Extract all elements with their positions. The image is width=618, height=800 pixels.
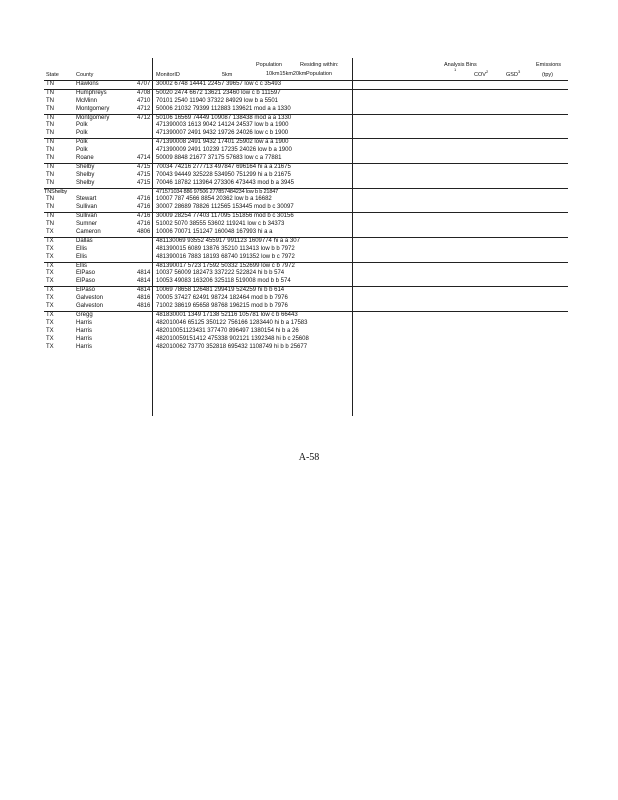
table-row [44, 320, 568, 328]
table-row [44, 147, 568, 155]
cell-state: TN [46, 114, 54, 121]
cell-county: Polk [76, 147, 88, 154]
cell-state: TX [46, 303, 54, 310]
cell-state: TX [46, 253, 54, 260]
table-row [44, 303, 568, 311]
cell-county: Montgomery [76, 114, 110, 121]
cell-data: 30002 6748 14441 22457 39657 low c c 35493 [156, 81, 282, 87]
cell-county: Ellis [76, 262, 88, 269]
header-sup-3: 3 [518, 69, 521, 74]
cell-moni: 4714 [137, 155, 151, 162]
cell-county: ElPaso [76, 278, 96, 285]
cell-moni: 4707 [137, 81, 151, 87]
cell-moni: 4716 [137, 196, 151, 203]
cell-state: TX [46, 335, 54, 342]
cell-county: Hawkins [76, 81, 99, 87]
table-row [44, 254, 568, 262]
cell-state: TN [46, 147, 54, 154]
cell-moni: 4814 [137, 270, 151, 277]
table-row [44, 278, 568, 286]
cell-moni: 4710 [137, 97, 151, 104]
cell-county: Sullivan [76, 204, 98, 211]
cell-data: 481390015 6089 13876 35210 113413 low b b 7972 [156, 245, 295, 252]
cell-data: 70005 37427 62491 98724 182464 mod b b 7976 [156, 295, 288, 302]
cell-moni: 4716 [137, 213, 151, 220]
cell-moni: 4814 [137, 287, 151, 294]
table-row [44, 130, 568, 138]
cell-moni: 4816 [137, 295, 151, 302]
cell-county: Shelby [76, 179, 95, 186]
table-row [44, 246, 568, 254]
cell-data: 471390003 1613 9042 14124 24537 low b a 1900 [156, 122, 289, 129]
cell-county: Cameron [76, 229, 101, 236]
table-row [44, 188, 568, 197]
cell-data: 51002 5070 38555 53602 119241 low c b 34373 [156, 221, 285, 228]
table-row [44, 180, 568, 188]
cell-state: TNShelby [44, 188, 67, 195]
cell-moni: 4715 [137, 179, 151, 186]
cell-moni: 4715 [137, 171, 151, 178]
table-header [44, 58, 568, 81]
cell-state: TN [46, 89, 54, 96]
header-county: County [76, 72, 94, 78]
table-row [44, 172, 568, 180]
cell-data: 71002 38619 65658 98768 196215 mod b b 7976 [156, 303, 288, 310]
cell-county: Sullivan [76, 213, 98, 220]
table-row [44, 106, 568, 114]
table-row [44, 204, 568, 212]
cell-moni: 4716 [137, 204, 151, 211]
cell-county: Harris [76, 319, 92, 326]
cell-state: TN [46, 163, 54, 170]
cell-data: 481390017 5723 17592 50332 152699 low c b 7972 [156, 262, 295, 269]
cell-data: 50009 8848 21677 37175 57683 low c a 77881 [156, 155, 282, 162]
cell-state: TX [46, 237, 54, 244]
cell-moni: 4816 [137, 303, 151, 310]
cell-state: TN [46, 122, 54, 129]
cell-state: TN [46, 105, 54, 112]
table-row [44, 237, 568, 246]
cell-state: TN [46, 155, 54, 162]
cell-county: Gregg [76, 311, 93, 318]
cell-county: Harris [76, 343, 92, 350]
cell-data: 70043 94449 325228 534950 751299 hi a b 21675 [156, 171, 291, 178]
cell-county: McMinn [76, 97, 98, 104]
cell-state: TX [46, 278, 54, 285]
table-row [44, 295, 568, 303]
cell-state: TX [46, 270, 54, 277]
cell-state: TX [46, 245, 54, 252]
header-monitor-id: MonitorID [156, 72, 180, 78]
cell-county: Sumner [76, 221, 98, 228]
table-row [44, 81, 568, 89]
table-row [44, 229, 568, 237]
table-row [44, 212, 568, 221]
cell-state: TX [46, 295, 54, 302]
cell-county: Polk [76, 139, 88, 146]
cell-data: 70046 18782 113964 273306 473443 mod b a 3945 [156, 179, 295, 186]
table-row [44, 122, 568, 130]
table-row [44, 155, 568, 163]
monitor-table [44, 58, 568, 351]
cell-data: 70034 74216 277713 497847 696164 hi a a 21675 [156, 163, 291, 170]
cell-county: Polk [76, 130, 88, 137]
cell-county: Polk [76, 122, 88, 129]
cell-data: 471390007 2491 9432 19726 24026 low c b 1900 [156, 130, 289, 137]
table-body [44, 81, 568, 351]
cell-state: TN [46, 196, 54, 203]
table-row [44, 138, 568, 147]
cell-moni: 4716 [137, 221, 151, 228]
cell-county: Montgomery [76, 105, 110, 112]
cell-moni: 4712 [137, 105, 151, 112]
cell-moni: 4814 [137, 278, 151, 285]
table-row [44, 98, 568, 106]
table-row [44, 311, 568, 320]
cell-state: TX [46, 327, 54, 334]
header-sup-2: 2 [486, 69, 489, 74]
cell-moni: 4806 [137, 229, 151, 236]
table-row [44, 262, 568, 271]
table-row [44, 89, 568, 98]
cell-data: 30007 28689 78826 112565 153445 mod b c 30097 [156, 204, 294, 211]
table-row [44, 270, 568, 278]
header-tpy: (tpy) [542, 72, 553, 78]
cell-data: 481390016 7883 18193 68740 191352 low b c 7972 [156, 253, 295, 260]
cell-county: Ellis [76, 253, 88, 260]
cell-county: ElPaso [76, 287, 96, 294]
cell-state: TX [46, 262, 54, 269]
header-5km: 5km [222, 72, 233, 78]
table-row [44, 286, 568, 295]
table-row [44, 328, 568, 336]
cell-data: 50006 21032 79399 112883 139621 mod a a 1330 [156, 105, 291, 112]
header-state: State [46, 72, 59, 78]
cell-state: TX [46, 311, 54, 318]
cell-state: TX [46, 287, 54, 294]
cell-data: 10037 56009 182473 337222 522824 hi b b 574 [156, 270, 285, 277]
table-row [44, 336, 568, 344]
cell-state: TX [46, 319, 54, 326]
header-emissions: Emissions [536, 62, 562, 68]
table-row [44, 196, 568, 204]
cell-data: 482010059151412 475338 902121 1392348 hi b c 25608 [156, 335, 309, 342]
cell-state: TX [46, 343, 54, 350]
header-population: Population [256, 62, 282, 68]
cell-state: TN [46, 81, 54, 87]
cell-state: TN [46, 171, 54, 178]
table-row [44, 221, 568, 229]
cell-data: 471571034 886 97506 277857484234 low b b 21847 [156, 188, 279, 195]
cell-data: 30009 28254 77403 117095 151856 mod b c 30156 [156, 213, 294, 220]
cell-county: Dallas [76, 237, 93, 244]
cell-data: 471390008 2491 9432 17401 25902 low a a 1900 [156, 139, 289, 146]
header-population-col: Population [306, 71, 332, 77]
cell-state: TX [46, 229, 54, 236]
cell-state: TN [46, 213, 54, 220]
header-analysis-bins: Analysis Bins [444, 62, 477, 68]
cell-data: 50020 2474 6672 13621 23460 low c b 111597 [156, 89, 281, 96]
cell-county: ElPaso [76, 270, 96, 277]
table-row [44, 114, 568, 123]
header-10-15-20km: 10km15km20km [266, 71, 307, 77]
cell-data: 10053 49083 163206 325118 519008 mod b b 574 [156, 278, 291, 285]
cell-state: TN [46, 139, 54, 146]
cell-data: 481830001 1349 17138 52116 105781 low c b 66443 [156, 311, 298, 318]
cell-state: TN [46, 179, 54, 186]
cell-state: TN [46, 221, 54, 228]
cell-data: 70101 2540 11940 37322 84929 low b a 5501 [156, 97, 279, 104]
cell-county: Shelby [76, 171, 95, 178]
cell-county: Ellis [76, 245, 88, 252]
header-residing-within: Residing within: [300, 62, 339, 68]
cell-data: 481130069 93552 455917 991123 1609774 hi a a 307 [156, 237, 300, 244]
cell-state: TN [46, 97, 54, 104]
cell-data: 471390009 2491 10239 17235 24026 low b a 1900 [156, 147, 292, 154]
cell-county: Galveston [76, 303, 104, 310]
cell-data: 10006 70071 151247 160048 167993 hi a a [156, 229, 273, 236]
cell-data: 482010046 65125 350122 756166 1283440 hi b a 17583 [156, 319, 308, 326]
cell-data: 482010062 73770 352818 695432 1108749 hi b b 25677 [156, 343, 308, 350]
cell-county: Humphreys [76, 89, 107, 96]
header-gsd: GSD [506, 72, 518, 78]
cell-county: Harris [76, 327, 92, 334]
cell-data: 10069 78658 126481 299419 524259 hi b b 614 [156, 287, 285, 294]
cell-data: 482010051123431 377470 896497 1380154 hi b a 26 [156, 327, 299, 334]
cell-state: TN [46, 204, 54, 211]
table-row [44, 344, 568, 352]
page-number: A-58 [298, 452, 320, 463]
cell-county: Roane [76, 155, 94, 162]
cell-moni: 4708 [137, 89, 151, 96]
table-row [44, 163, 568, 172]
cell-data: 50106 16569 74449 109087 138438 mod a a 1330 [156, 114, 292, 121]
cell-county: Harris [76, 335, 92, 342]
header-cov: COV [474, 72, 486, 78]
cell-county: Stewart [76, 196, 97, 203]
cell-moni: 4715 [137, 163, 151, 170]
header-sup-1: 1 [454, 67, 457, 72]
cell-data: 10007 787 4566 8854 20362 low b a 16682 [156, 196, 272, 203]
cell-moni: 4712 [137, 114, 151, 121]
cell-state: TN [46, 130, 54, 137]
cell-county: Shelby [76, 163, 95, 170]
cell-county: Galveston [76, 295, 104, 302]
